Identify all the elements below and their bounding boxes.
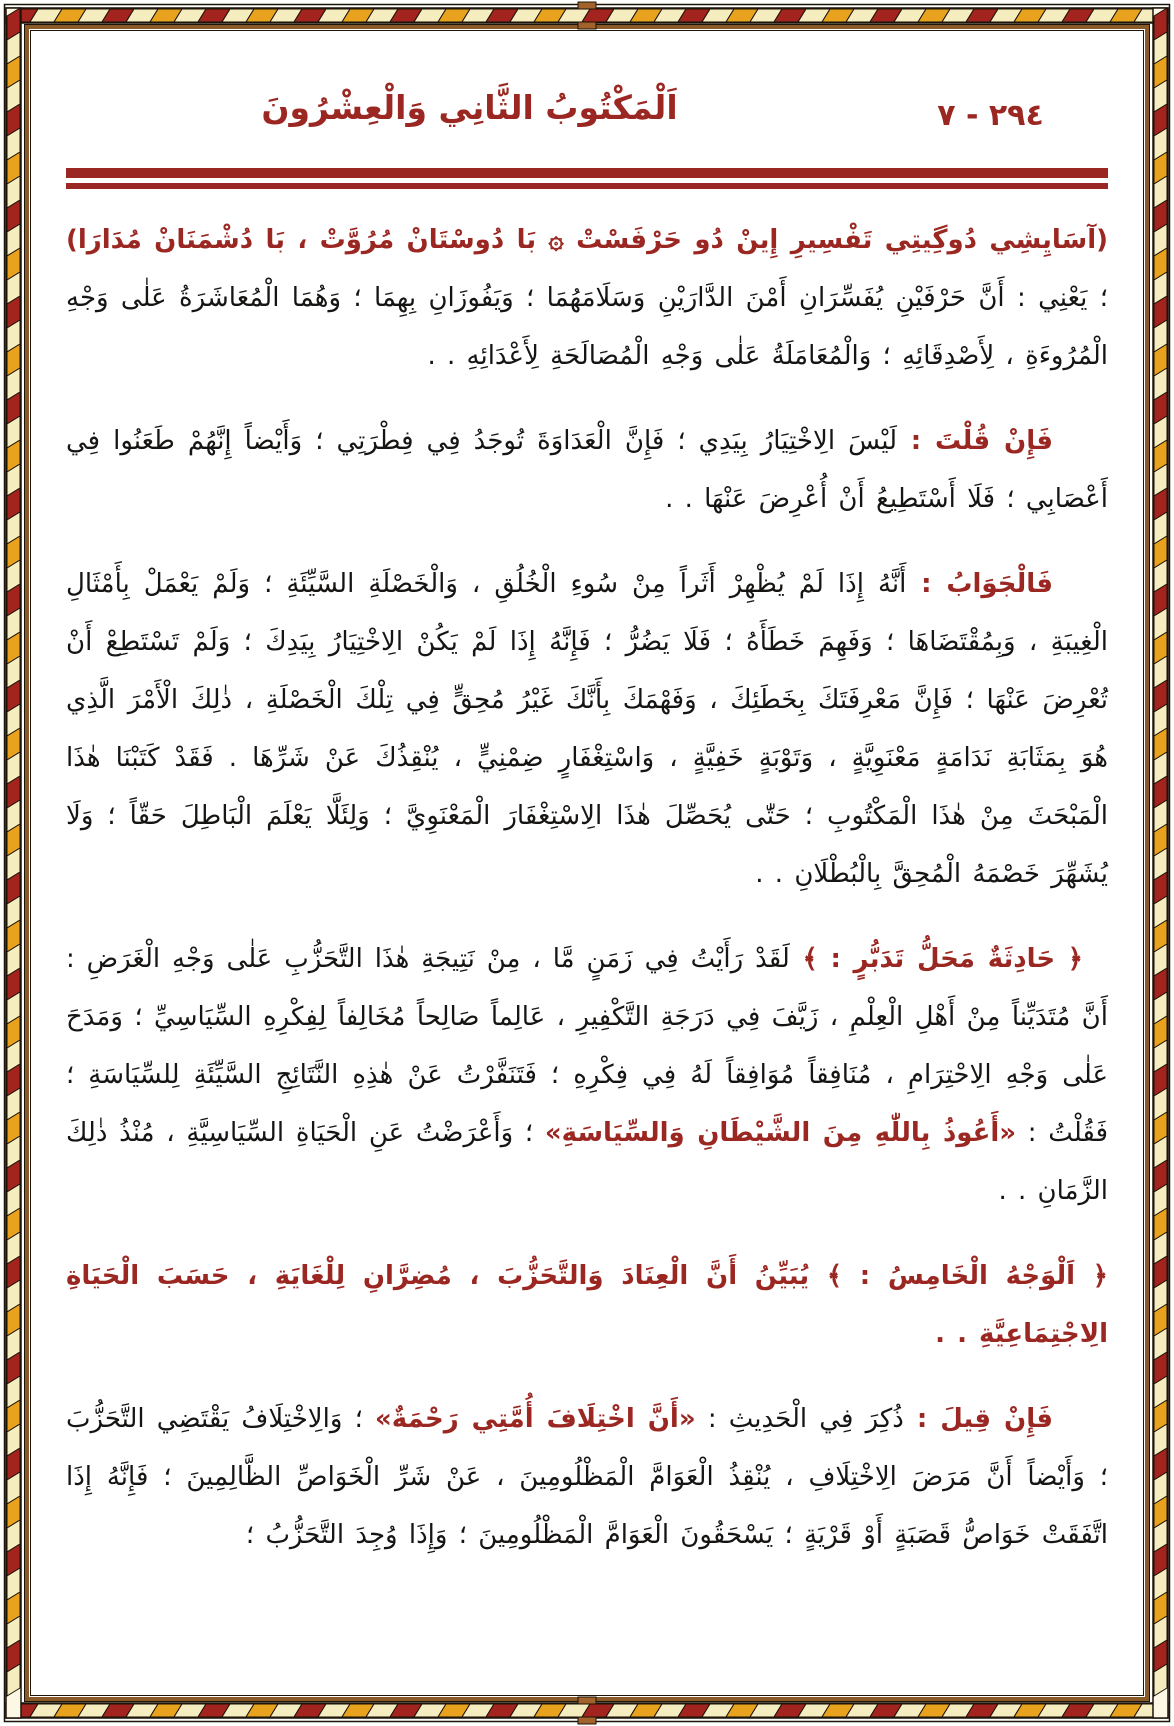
highlight-run: فَالْجَوَابُ :	[906, 569, 1053, 599]
highlight-run: فَإِنْ قُلْتَ :	[896, 426, 1053, 456]
page-title: اَلْمَكْتُوبُ الثَّانِي وَالْعِشْرُونَ	[261, 88, 678, 127]
paragraph-fa-in-qulta	[66, 412, 1108, 528]
body-text	[66, 211, 1108, 1564]
divider-thick-rule	[66, 168, 1108, 178]
page-content	[66, 84, 1108, 1564]
body-run: أَنَّهُ إِذَا لَمْ يُظْهِرْ أَثَراً مِنْ سُوءِ الْخُلُقِ ، وَالْخَصْلَةِ السَّيِّئَةِ ؛ وَلَمْ يَعْمَلْ بِأَمْثَالِ الْغِيبَةِ ، وَبِمُقْتَضَاهَا ؛ وَفَهِمَ خَطَأَهُ ؛ فَلَا يَضُرُّ ؛ فَإِنَّهُ إِذَا لَمْ يَكُنْ الِاخْتِيَارُ بِيَدِكَ ؛ وَلَمْ تَسْتَطِعْ أَنْ تُعْرِضَ عَنْهَا ؛ فَإِنَّ مَعْرِفَتَكَ بِخَطَئِكَ ، وَفَهْمَكَ بِأَنَّكَ غَيْرُ مُحِقٍّ فِي تِلْكَ الْخَصْلَةِ ، ذٰلِكَ الْأَمْرَ الَّذِي هُوَ بِمَثَابَةِ نَدَامَةٍ مَعْنَوِيَّةٍ ، وَتَوْبَةٍ خَفِيَّةٍ ، وَاسْتِغْفَارٍ ضِمْنِيٍّ ، يُنْقِذُكَ عَنْ شَرِّهَا . فَقَدْ كَتَبْنَا هٰذَا الْمَبْحَثَ مِنْ هٰذَا الْمَكْتُوبِ ؛ حَتّٰى يُحَصِّلَ هٰذَا الِاسْتِغْفَارَ الْمَعْنَوِيَّ ؛ وَلِئَلَّا يَعْلَمَ الْبَاطِلَ حَقّاً ؛ وَلَا يُشَهِّرَ خَصْمَهُ الْمُحِقَّ بِالْبُطْلَانِ . .	[66, 569, 1108, 889]
highlight-run: فَإِنْ قِيلَ :	[903, 1404, 1053, 1434]
paragraph-fal-jawab	[66, 555, 1108, 903]
divider-thin-rule	[66, 183, 1108, 189]
body-run: ؛ وَأَعْرَضْتُ عَنِ الْحَيَاةِ السِّيَاسِيَّةِ ، مُنْذُ ذٰلِكَ الزَّمَانِ . .	[66, 1118, 1108, 1206]
paragraph-haditha	[66, 930, 1108, 1220]
body-run: ؛ يَعْنِي : أَنَّ حَرْفَيْنِ يُفَسِّرَانِ أَمْنَ الدَّارَيْنِ وَسَلَامَهُمَا ؛ وَيَفُوزَانِ بِهِمَا ؛ وَهُمَا الْمُعَاشَرَةُ عَلٰى وَجْهِ الْمُرُوءَةِ ، لِأَصْدِقَائِهِ ؛ وَالْمُعَامَلَةُ عَلٰى وَجْهِ الْمُصَالَحَةِ لِأَعْدَائِهِ . .	[66, 283, 1108, 371]
page-number: ٢٩٤ - ٧	[937, 98, 1044, 133]
page-header	[66, 84, 1108, 156]
paragraph-persian-verse	[66, 211, 1108, 385]
highlight-run: «أَنَّ اخْتِلَافَ أُمَّتِي رَحْمَةٌ»	[375, 1404, 696, 1434]
body-run: ذُكِرَ فِي الْحَدِيثِ :	[695, 1404, 904, 1434]
body-run: لَقَدْ رَأَيْتُ فِي زَمَنٍ مَّا ، مِنْ نَتِيجَةِ هٰذَا التَّحَزُّبِ عَلٰى وَجْهِ الْغَرَضِ : أَنَّ مُتَدَيِّناً مِنْ أَهْلِ الْعِلْمِ ، زَيَّفَ فِي دَرَجَةِ التَّكْفِيرِ ، عَالِماً صَالِحاً مُخَالِفاً لِفِكْرِهِ السِّيَاسِيِّ ؛ وَمَدَحَ عَلٰى وَجْهِ الِاحْتِرَامِ ، مُنَافِقاً مُوَافِقاً لَهُ فِي فِكْرِهِ ؛ فَتَنَفَّرْتُ عَنْ هٰذِهِ النَّتَائِجِ السَّيِّئَةِ لِلسِّيَاسَةِ ؛ فَقُلْتُ :	[66, 944, 1109, 1148]
highlight-run: (آسَايِشِي دُوگِيتِي تَفْسِيرِ إِينْ دُو حَرْفَسْتْ ۞ بَا دُوسْتَانْ مُرُوَّتْ ، بَا دُشْمَنَانْ مُدَارَا)	[66, 225, 1108, 255]
highlight-run: ﴿ حَادِثَةٌ مَحَلُّ تَدَبُّرٍ : ﴾	[789, 944, 1083, 974]
highlight-run: «أَعُوذُ بِاللّٰهِ مِنَ الشَّيْطَانِ وَالسِّيَاسَةِ»	[544, 1118, 1017, 1148]
header-divider	[66, 168, 1108, 189]
body-run: لَيْسَ الِاخْتِيَارُ بِيَدِي ؛ فَإِنَّ الْعَدَاوَةَ تُوجَدُ فِي فِطْرَتِي ؛ وَأَيْضاً إِنَّهُمْ طَعَنُوا فِي أَعْصَابِي ؛ فَلَا أَسْتَطِيعُ أَنْ أُعْرِضَ عَنْهَا . .	[66, 426, 1108, 514]
paragraph-fa-in-qila	[66, 1390, 1108, 1564]
body-run: ؛ وَالِاخْتِلَافُ يَقْتَضِي التَّحَزُّبَ ؛ وَأَيْضاً أَنَّ مَرَضَ الِاخْتِلَافِ ، يُنْقِذُ الْعَوَامَّ الْمَظْلُومِينَ ، عَنْ شَرِّ الْخَوَاصِّ الظَّالِمِينَ ؛ فَإِنَّهُ إِذَا اتَّفَقَتْ خَوَاصُّ قَصَبَةٍ أَوْ قَرْيَةٍ ؛ يَسْحَقُونَ الْعَوَامَّ الْمَظْلُومِينَ ؛ وَإِذَا وُجِدَ التَّحَزُّبُ ؛	[66, 1404, 1108, 1550]
highlight-run: ﴿ اَلْوَجْهُ الْخَامِسُ : ﴾ يُبَيِّنُ أَنَّ الْعِنَادَ وَالتَّحَزُّبَ ، مُضِرَّانِ لِلْغَايَةِ ، حَسَبَ الْحَيَاةِ الِاجْتِمَاعِيَّةِ . .	[66, 1261, 1108, 1349]
paragraph-al-wajh-al-khamis	[66, 1247, 1108, 1363]
